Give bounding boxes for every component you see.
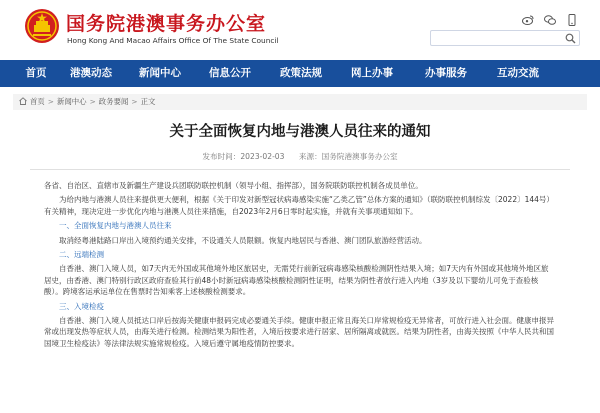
- breadcrumb-news-center[interactable]: 新闻中心: [57, 97, 87, 106]
- section-heading-3: 三、入境检疫: [59, 301, 104, 311]
- mobile-icon[interactable]: [566, 14, 578, 26]
- section-heading-1: 一、全面恢复内地与港澳人员往来: [59, 221, 172, 231]
- nav-item-home[interactable]: 首页: [25, 67, 47, 79]
- home-icon: [19, 97, 27, 105]
- nav-item-online-services[interactable]: 网上办事: [351, 67, 393, 79]
- nav-item-services[interactable]: 办事服务: [425, 67, 467, 79]
- title-divider: [30, 169, 570, 170]
- breadcrumb-home[interactable]: 首页: [30, 97, 45, 106]
- breadcrumb-separator: >: [89, 97, 96, 106]
- search-input[interactable]: [431, 37, 559, 51]
- header-tools: [522, 14, 578, 26]
- nav-item-info-disclosure[interactable]: 信息公开: [209, 67, 251, 79]
- weibo-icon[interactable]: [522, 14, 534, 26]
- breadcrumb-separator: >: [131, 97, 138, 106]
- main-nav: [0, 60, 600, 87]
- publish-date: 发布时间：2023-02-03: [202, 152, 285, 161]
- breadcrumb-gov-news[interactable]: 政务要闻: [98, 97, 129, 106]
- site-title-cn[interactable]: 国务院港澳事务办公室: [66, 13, 267, 35]
- salutation-paragraph: 各省、自治区、直辖市及新疆生产建设兵团联防联控机制（领导小组、指挥部），国务院联防联控机制各成员单位。: [44, 181, 423, 190]
- nav-item-hkmo-news[interactable]: 港澳动态: [70, 67, 112, 79]
- site-title-en: Hong Kong And Macao Affairs Office Of The State Council: [67, 36, 279, 45]
- section-body-1: 取消经粤港陆路口岸出入境预约通关安排，不设通关人员限额。恢复内地居民与香港、澳门团队旅游经营活动。: [59, 235, 427, 245]
- section-body-2: 自香港、澳门入境人员，如7天内无外国或其他境外地区旅居史，无需凭行前新冠病毒感染核酸检测阴性结果入境；如7天内有外国或其他境外地区旅居史，由香港、澳门特别行政区政府查验其行前48小时新冠病毒感染核酸检测阴性证明，结果为阴性者放行进入内地（3岁及以下婴幼儿可免于查验核酸）。跨境客运承运单位在售票时告知乘客上述核酸检测要求。: [44, 264, 549, 297]
- section-body-3: 自香港、澳门入境人员抵达口岸后按海关健康申报码完成必要通关手续。健康申报正常且海关口岸常规检疫无异常者，可放行进入社会面。健康申报异常或出现发热等症状人员，由海关进行检测。检测结果为阳性者，入境后按要求进行居家、居所隔离或就医。结果为阴性者，由海关按照《中华人民共和国国境卫生检疫法》等法律法规实施常规检疫。入境后遵守属地疫情防控要求。: [44, 316, 554, 348]
- nav-item-interaction[interactable]: 互动交流: [497, 67, 539, 79]
- article-body: [44, 180, 554, 352]
- article-meta: [0, 151, 600, 162]
- search-box[interactable]: [430, 30, 580, 46]
- breadcrumb-separator: >: [47, 97, 54, 106]
- search-icon[interactable]: [565, 33, 576, 44]
- breadcrumb: [13, 94, 587, 110]
- article-title: 关于全面恢复内地与港澳人员往来的通知: [169, 124, 431, 140]
- nav-item-policies[interactable]: 政策法规: [280, 67, 322, 79]
- breadcrumb-current: 正文: [140, 97, 156, 106]
- section-heading-2: 二、远端检测: [59, 250, 104, 260]
- intro-paragraph: 为给内地与港澳人员往来提供更大便利，根据《关于印发对新型冠状病毒感染实施“乙类乙管”总体方案的通知》（联防联控机制综发〔2022〕144号）有关精神，现决定进一步优化内地与港澳人员往来措施，自2023年2月6日零时起实施，并就有关事项通知如下。: [44, 195, 554, 216]
- national-emblem-logo[interactable]: [24, 8, 60, 44]
- nav-item-news-center[interactable]: 新闻中心: [139, 67, 181, 79]
- wechat-icon[interactable]: [544, 14, 556, 26]
- site-header: [0, 0, 600, 60]
- article-source: 来源：国务院港澳事务办公室: [298, 152, 398, 161]
